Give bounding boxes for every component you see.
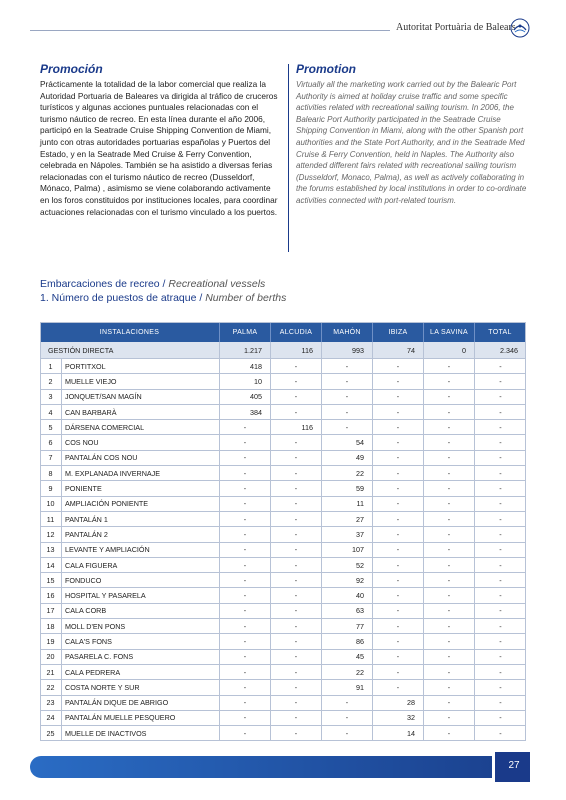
row-number: 1 bbox=[40, 359, 62, 373]
table-cell: - bbox=[220, 497, 271, 511]
table-cell: - bbox=[220, 512, 271, 526]
table-row bbox=[40, 558, 526, 573]
table-cell: - bbox=[220, 588, 271, 602]
facility-name: PASARELA C. FONS bbox=[62, 650, 220, 664]
row-number: 17 bbox=[40, 604, 62, 618]
table-cell: - bbox=[220, 420, 271, 434]
table-cell: 77 bbox=[322, 619, 373, 633]
row-number: 19 bbox=[40, 634, 62, 648]
table-cell: - bbox=[499, 652, 502, 662]
port-authority-logo-icon bbox=[510, 18, 530, 38]
table-cell: - bbox=[271, 390, 322, 404]
table-cell: 37 bbox=[322, 527, 373, 541]
table-cell: - bbox=[220, 527, 271, 541]
table-cell: - bbox=[220, 696, 271, 710]
facility-name: CALA FIGUERA bbox=[62, 558, 220, 572]
table-cell: - bbox=[373, 512, 424, 526]
table-cell: - bbox=[220, 558, 271, 572]
row-number: 10 bbox=[40, 497, 62, 511]
row-number: 14 bbox=[40, 558, 62, 572]
spanish-column bbox=[40, 62, 278, 218]
table-cell: - bbox=[271, 527, 322, 541]
table-heading bbox=[40, 278, 265, 290]
table-cell: - bbox=[271, 665, 322, 679]
table-cell: - bbox=[499, 728, 502, 738]
table-cell: - bbox=[499, 514, 502, 524]
table-cell: - bbox=[220, 650, 271, 664]
table-cell: - bbox=[424, 512, 475, 526]
table-row bbox=[40, 451, 526, 466]
table-cell: 63 bbox=[322, 604, 373, 618]
section-title-en: Promotion bbox=[296, 62, 356, 76]
table-cell: - bbox=[499, 376, 502, 386]
table-row bbox=[40, 359, 526, 374]
table-cell: 92 bbox=[322, 573, 373, 587]
table-cell: 52 bbox=[322, 558, 373, 572]
english-column bbox=[296, 62, 534, 207]
column-header: INSTALACIONES bbox=[40, 322, 220, 342]
table-cell: - bbox=[499, 545, 502, 555]
row-number: 18 bbox=[40, 619, 62, 633]
facility-name: PANTALÁN MUELLE PESQUERO bbox=[62, 711, 220, 725]
table-cell: - bbox=[271, 497, 322, 511]
table-cell: - bbox=[424, 573, 475, 587]
table-row bbox=[40, 588, 526, 603]
table-cell: - bbox=[499, 484, 502, 494]
table-cell: - bbox=[424, 634, 475, 648]
table-cell: - bbox=[322, 374, 373, 388]
direct-management-label: GESTIÓN DIRECTA bbox=[40, 342, 220, 358]
table-cell: - bbox=[373, 543, 424, 557]
table-cell: - bbox=[373, 527, 424, 541]
table-heading-es: Embarcaciones de recreo / bbox=[40, 278, 166, 290]
table-cell: - bbox=[322, 390, 373, 404]
row-number: 20 bbox=[40, 650, 62, 664]
facility-name: CALA CORB bbox=[62, 604, 220, 618]
table-row bbox=[40, 405, 526, 420]
table-cell: - bbox=[271, 435, 322, 449]
row-number: 12 bbox=[40, 527, 62, 541]
table-cell: - bbox=[499, 713, 502, 723]
header-rule bbox=[30, 30, 390, 31]
table-cell: - bbox=[424, 726, 475, 740]
table-cell: - bbox=[499, 621, 502, 631]
page-header bbox=[0, 16, 566, 46]
table-cell: 28 bbox=[373, 696, 424, 710]
table-cell: - bbox=[499, 361, 502, 371]
table-cell: - bbox=[271, 588, 322, 602]
table-cell: - bbox=[373, 650, 424, 664]
table-cell: - bbox=[220, 435, 271, 449]
table-cell: - bbox=[220, 726, 271, 740]
table-cell: - bbox=[499, 422, 502, 432]
table-row bbox=[40, 619, 526, 634]
table-row bbox=[40, 680, 526, 695]
table-row bbox=[40, 497, 526, 512]
table-cell: - bbox=[322, 405, 373, 419]
table-row bbox=[40, 604, 526, 619]
facility-name: PANTALÁN 1 bbox=[62, 512, 220, 526]
row-number: 8 bbox=[40, 466, 62, 480]
table-cell: 49 bbox=[322, 451, 373, 465]
row-number: 13 bbox=[40, 543, 62, 557]
table-cell: - bbox=[373, 466, 424, 480]
row-number: 7 bbox=[40, 451, 62, 465]
table-cell: - bbox=[424, 604, 475, 618]
facility-name: CAN BARBARÀ bbox=[62, 405, 220, 419]
table-cell: - bbox=[499, 591, 502, 601]
facility-name: MOLL D'EN PONS bbox=[62, 619, 220, 633]
table-cell: 27 bbox=[322, 512, 373, 526]
facility-name: MUELLE DE INACTIVOS bbox=[62, 726, 220, 740]
table-cell: - bbox=[271, 512, 322, 526]
facility-name: CALA PEDRERA bbox=[62, 665, 220, 679]
table-cell: 418 bbox=[220, 359, 271, 373]
table-cell: - bbox=[271, 604, 322, 618]
table-cell: - bbox=[220, 451, 271, 465]
table-cell: 384 bbox=[220, 405, 271, 419]
table-cell: - bbox=[322, 696, 373, 710]
table-cell: 993 bbox=[322, 342, 373, 358]
table-cell: - bbox=[271, 359, 322, 373]
column-header: LA SAVINA bbox=[424, 322, 475, 342]
column-header: ALCUDIA bbox=[271, 322, 322, 342]
table-cell: - bbox=[424, 680, 475, 694]
berths-table bbox=[40, 322, 526, 741]
table-header-row bbox=[40, 322, 526, 342]
table-cell: - bbox=[271, 680, 322, 694]
table-cell: - bbox=[499, 667, 502, 677]
table-cell: - bbox=[499, 698, 502, 708]
table-cell: - bbox=[373, 604, 424, 618]
facility-name: PANTALÁN COS NOU bbox=[62, 451, 220, 465]
table-cell: - bbox=[424, 451, 475, 465]
header-title: Autoritat Portuària de Balears bbox=[396, 22, 516, 33]
table-cell: - bbox=[271, 405, 322, 419]
facility-name: DÁRSENA COMERCIAL bbox=[62, 420, 220, 434]
page-number-box bbox=[492, 752, 530, 782]
facility-name: MUELLE VIEJO bbox=[62, 374, 220, 388]
row-number: 25 bbox=[40, 726, 62, 740]
table-cell: - bbox=[220, 466, 271, 480]
table-cell: - bbox=[424, 558, 475, 572]
row-number: 3 bbox=[40, 390, 62, 404]
table-cell: - bbox=[424, 665, 475, 679]
row-number: 23 bbox=[40, 696, 62, 710]
table-cell: 14 bbox=[373, 726, 424, 740]
table-subheading bbox=[40, 292, 286, 304]
table-cell: 22 bbox=[322, 665, 373, 679]
column-header: IBIZA bbox=[373, 322, 424, 342]
table-cell: - bbox=[271, 573, 322, 587]
table-row bbox=[40, 696, 526, 711]
table-cell: - bbox=[271, 543, 322, 557]
section-text-es: Prácticamente la totalidad de la labor comercial que realiza la Autoridad Portuaria de Baleares va dirigida al tráfico de cruceros turísticos y algunas acciones puntuales relacionadas con el turismo náutico de recreo. En esta línea durante el año 2006, participó en la Seatrade Cruise Shipping Convention de Miami, junto con otras autoridades portuarias españolas y Puertos del Estado, y en la Seatrade Med Cruise & Ferry Convention, celebrada en Nápoles. También se ha asistido a diversas ferias relacionadas con el turismo náutico de recreo (Dusseldorf, Mónaco, Palma) , asimismo se viene colaborando activamente en los foros constituidos por instituciones locales, para coordinar actuaciones relacionadas con el turismo vinculado a los puertos. bbox=[40, 79, 278, 217]
table-cell: 59 bbox=[322, 481, 373, 495]
table-row bbox=[40, 512, 526, 527]
facility-name: JONQUET/SAN MAGÍN bbox=[62, 390, 220, 404]
table-cell: - bbox=[499, 636, 502, 646]
table-row bbox=[40, 466, 526, 481]
table-row bbox=[40, 481, 526, 496]
table-cell: - bbox=[424, 543, 475, 557]
table-cell: - bbox=[373, 390, 424, 404]
facility-name: PANTALÁN 2 bbox=[62, 527, 220, 541]
table-cell: - bbox=[271, 634, 322, 648]
table-cell: - bbox=[322, 359, 373, 373]
table-cell: 91 bbox=[322, 680, 373, 694]
table-cell: - bbox=[424, 466, 475, 480]
facility-name: PANTALÁN DIQUE DE ABRIGO bbox=[62, 696, 220, 710]
column-header: PALMA bbox=[220, 322, 271, 342]
table-cell: - bbox=[271, 619, 322, 633]
table-cell: - bbox=[424, 435, 475, 449]
table-cell: - bbox=[499, 453, 502, 463]
table-row bbox=[40, 665, 526, 680]
table-cell: - bbox=[499, 407, 502, 417]
table-cell: - bbox=[373, 558, 424, 572]
table-cell: - bbox=[373, 634, 424, 648]
row-number: 15 bbox=[40, 573, 62, 587]
table-row bbox=[40, 543, 526, 558]
row-number: 11 bbox=[40, 512, 62, 526]
table-cell: - bbox=[271, 650, 322, 664]
table-cell: - bbox=[373, 420, 424, 434]
table-cell: 1.217 bbox=[220, 342, 271, 358]
table-cell: 116 bbox=[271, 420, 322, 434]
row-number: 22 bbox=[40, 680, 62, 694]
table-cell: - bbox=[499, 606, 502, 616]
table-cell: 0 bbox=[424, 342, 475, 358]
table-cell: - bbox=[271, 451, 322, 465]
table-cell: 10 bbox=[220, 374, 271, 388]
table-cell: 54 bbox=[322, 435, 373, 449]
section-text-en: Virtually all the marketing work carried out by the Balearic Port Authority is aimed at holiday cruise traffic and some specific activities related with recreational sailing tourism. In 2006, the Balearic Port Authority participated in the Seatrade Cruise Shipping Convention in Miami, along with the other Spanish port authorities and the State Port Authority, and in the Seatrade Med Cruise & Ferry Convention, held in Naples. The Authority also attended different fairs related with recreational sailing tourism (Dusseldorf, Monaco, Palma), as well as actively collaborating in the forums established by local institutions in order to co-ordinate activities connected with port-related tourism. bbox=[296, 80, 527, 205]
table-row bbox=[40, 726, 526, 741]
table-row bbox=[40, 390, 526, 405]
facility-name: FONDUCO bbox=[62, 573, 220, 587]
table-subheading-en: Number of berths bbox=[205, 292, 287, 304]
table-cell: - bbox=[373, 619, 424, 633]
table-cell: - bbox=[424, 420, 475, 434]
table-cell: - bbox=[220, 680, 271, 694]
table-cell: - bbox=[499, 682, 502, 692]
table-cell: - bbox=[220, 573, 271, 587]
table-cell: - bbox=[499, 560, 502, 570]
table-cell: - bbox=[499, 392, 502, 402]
table-cell: - bbox=[271, 726, 322, 740]
facility-name: HOSPITAL Y PASARELA bbox=[62, 588, 220, 602]
table-cell: 45 bbox=[322, 650, 373, 664]
table-cell: - bbox=[373, 359, 424, 373]
section-title-es: Promoción bbox=[40, 62, 103, 76]
table-cell: - bbox=[424, 650, 475, 664]
table-cell: - bbox=[373, 497, 424, 511]
column-header: TOTAL bbox=[475, 322, 526, 342]
table-cell: - bbox=[271, 711, 322, 725]
table-cell: 405 bbox=[220, 390, 271, 404]
table-cell: - bbox=[424, 619, 475, 633]
table-cell: - bbox=[271, 481, 322, 495]
table-cell: - bbox=[499, 468, 502, 478]
table-heading-en: Recreational vessels bbox=[168, 278, 266, 290]
table-cell: - bbox=[499, 438, 502, 448]
table-cell: 107 bbox=[322, 543, 373, 557]
table-cell: - bbox=[322, 726, 373, 740]
facility-name: LEVANTE Y AMPLIACIÓN bbox=[62, 543, 220, 557]
table-row bbox=[40, 374, 526, 389]
facility-name: M. EXPLANADA INVERNAJE bbox=[62, 466, 220, 480]
table-cell: - bbox=[271, 558, 322, 572]
table-cell: - bbox=[373, 405, 424, 419]
table-cell: - bbox=[271, 374, 322, 388]
table-cell: - bbox=[373, 451, 424, 465]
table-cell: - bbox=[220, 543, 271, 557]
table-cell: - bbox=[424, 497, 475, 511]
table-cell: - bbox=[424, 374, 475, 388]
facility-name: COSTA NORTE Y SUR bbox=[62, 680, 220, 694]
row-number: 2 bbox=[40, 374, 62, 388]
table-row bbox=[40, 650, 526, 665]
table-cell: - bbox=[220, 604, 271, 618]
facility-name: AMPLIACIÓN PONIENTE bbox=[62, 497, 220, 511]
table-cell: 22 bbox=[322, 466, 373, 480]
table-row bbox=[40, 435, 526, 450]
table-row bbox=[40, 634, 526, 649]
table-row bbox=[40, 573, 526, 588]
table-cell: - bbox=[373, 665, 424, 679]
table-row-direct-management bbox=[40, 342, 526, 359]
table-cell: 86 bbox=[322, 634, 373, 648]
table-row bbox=[40, 420, 526, 435]
table-cell: - bbox=[424, 359, 475, 373]
row-number: 5 bbox=[40, 420, 62, 434]
table-cell: - bbox=[220, 665, 271, 679]
table-cell: - bbox=[322, 711, 373, 725]
facility-name: CALA'S FONS bbox=[62, 634, 220, 648]
table-row bbox=[40, 711, 526, 726]
column-header: MAHÓN bbox=[322, 322, 373, 342]
table-cell: - bbox=[271, 466, 322, 480]
table-cell: - bbox=[424, 390, 475, 404]
row-number: 6 bbox=[40, 435, 62, 449]
table-cell: - bbox=[424, 696, 475, 710]
table-cell: - bbox=[424, 481, 475, 495]
table-cell: - bbox=[322, 420, 373, 434]
table-cell: - bbox=[424, 527, 475, 541]
table-cell: 74 bbox=[373, 342, 424, 358]
table-cell: - bbox=[220, 481, 271, 495]
row-number: 4 bbox=[40, 405, 62, 419]
table-cell: 11 bbox=[322, 497, 373, 511]
facility-name: PORTITXOL bbox=[62, 359, 220, 373]
table-cell: - bbox=[373, 481, 424, 495]
table-cell: 32 bbox=[373, 711, 424, 725]
table-cell: - bbox=[373, 374, 424, 388]
column-divider bbox=[288, 64, 289, 252]
table-subheading-es: 1. Número de puestos de atraque / bbox=[40, 292, 203, 304]
table-cell: 2.346 bbox=[500, 345, 518, 355]
table-cell: - bbox=[424, 405, 475, 419]
table-cell: - bbox=[220, 634, 271, 648]
table-cell: - bbox=[424, 588, 475, 602]
row-number: 21 bbox=[40, 665, 62, 679]
table-cell: - bbox=[373, 680, 424, 694]
row-number: 24 bbox=[40, 711, 62, 725]
table-cell: - bbox=[220, 619, 271, 633]
table-cell: - bbox=[271, 696, 322, 710]
footer-bar bbox=[30, 756, 530, 778]
table-cell: 116 bbox=[271, 342, 322, 358]
table-cell: - bbox=[373, 573, 424, 587]
table-row bbox=[40, 527, 526, 542]
row-number: 9 bbox=[40, 481, 62, 495]
table-cell: - bbox=[499, 529, 502, 539]
page-number: 27 bbox=[508, 760, 520, 771]
table-cell: - bbox=[220, 711, 271, 725]
facility-name: PONIENTE bbox=[62, 481, 220, 495]
table-cell: - bbox=[373, 435, 424, 449]
table-cell: - bbox=[424, 711, 475, 725]
facility-name: COS NOU bbox=[62, 435, 220, 449]
table-cell: - bbox=[373, 588, 424, 602]
table-cell: - bbox=[499, 499, 502, 509]
table-cell: - bbox=[499, 575, 502, 585]
table-cell: 40 bbox=[322, 588, 373, 602]
row-number: 16 bbox=[40, 588, 62, 602]
